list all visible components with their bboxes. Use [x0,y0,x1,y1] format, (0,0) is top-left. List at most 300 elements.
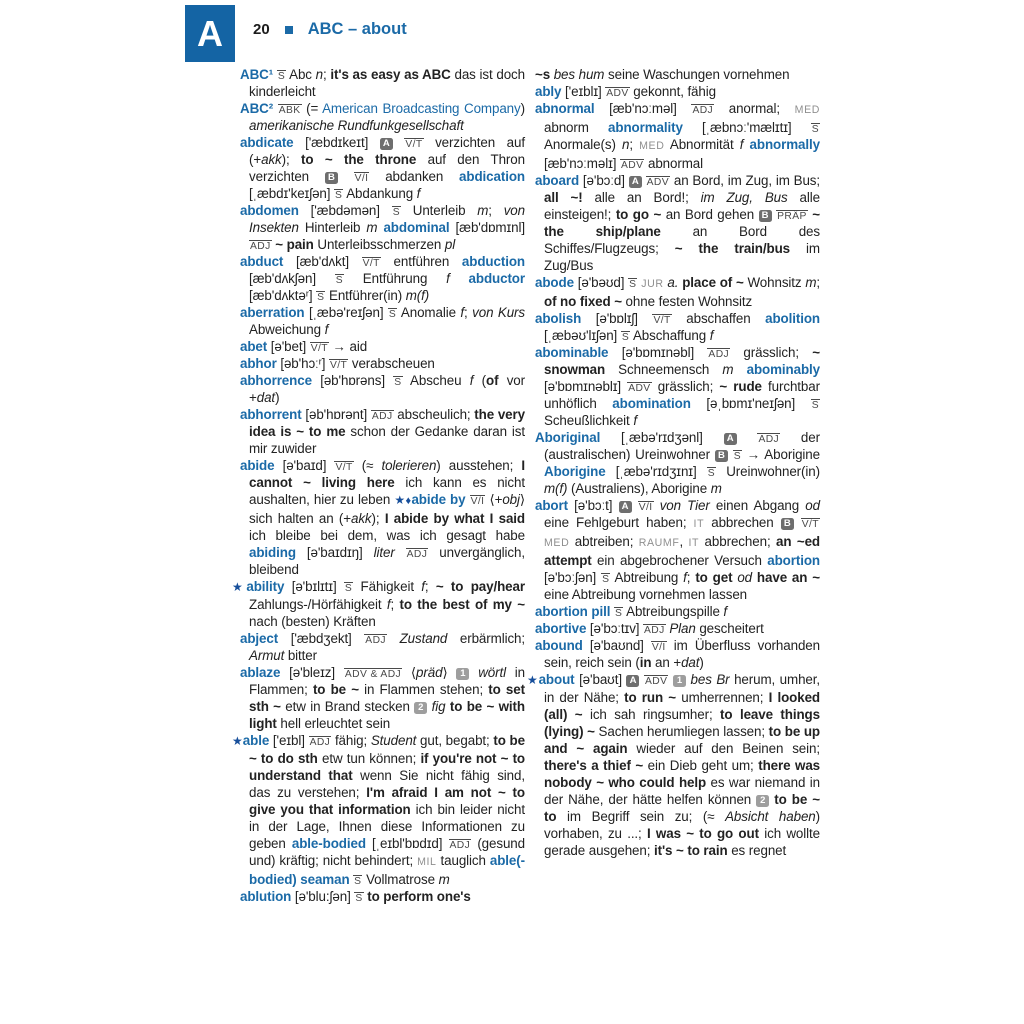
bold-phrase: if you're not ~ to understand that [249,751,526,783]
text: das ist doch kinderleicht [249,67,525,99]
text: [ə'bɔːd] [579,173,629,188]
dictionary-entry [240,202,525,253]
headword: ablution [240,889,292,904]
text [794,515,801,530]
italic-text: pl [444,237,456,252]
text: schon der Gedanke daran ist mir zuwider [249,424,526,456]
headword: abode [535,275,574,290]
bold-phrase: all ~! [544,190,583,205]
text: ; [390,597,400,612]
sense-letter-box: A [380,138,393,150]
star-icon: ★ [394,493,406,507]
italic-text: im Zug, Bus [700,190,788,205]
grammar-label: S [335,190,343,201]
text: grässlich; [730,345,813,360]
headword: abhorrence [240,373,312,388]
text: Anormale(s) [544,137,622,152]
grammar-label: S [335,275,344,286]
text: anormal; [714,101,795,116]
italic-text: f [723,604,728,619]
dictionary-entry [240,338,525,355]
text: → aid [328,339,368,354]
text: bitter [284,648,318,663]
sense-letter-box: A [629,176,642,188]
italic-text: f [739,137,744,152]
text: [ˌæbnɔː'mælɪtɪ] [682,120,811,135]
text: es regnet [727,843,787,858]
field-label: IT [688,537,700,549]
headword: abduct [240,254,284,269]
italic-text: bes Br [690,672,730,687]
sense-letter-box: B [325,172,338,184]
bold-phrase: to set sth ~ [249,682,525,714]
text: ; [629,137,640,152]
grammar-label: ADJ [309,737,331,748]
italic-text: m [477,203,489,218]
grammar-label: S [629,279,637,290]
text: ['eɪblɪ] [561,84,606,99]
dictionary-entry [240,134,525,202]
headword: abnormality [608,120,683,135]
italic-text: akk [350,511,372,526]
letter-tab: A [185,5,235,62]
text [387,631,400,646]
page-number: 20 [253,21,270,38]
text: ['æbdəmən] [298,203,392,218]
text: [ˌæbdɪ'keɪʃən] [249,186,335,201]
headword: able(-bodied) seaman [249,853,525,887]
text: im Zug/Bus [544,241,820,273]
headword: abdicate [240,135,294,150]
headword: abduction [461,254,525,269]
text: eine Fehlgeburt haben; [544,515,694,530]
text: ) ausstehen; [436,458,522,473]
grammar-label: ADV [628,383,651,394]
left-column [232,66,526,905]
text: Scheußlichkeit [544,413,634,428]
text: nach (besten) Kräften [249,614,376,629]
text: [ə'blu:ʃən] [291,889,355,904]
grammar-label: S [614,608,623,619]
italic-text: f [416,186,421,201]
italic-text: m [438,872,450,887]
text [469,665,478,680]
grammar-label: V/I [354,173,369,184]
italic-text: tolerieren [381,458,437,473]
text: [æb'dʌktəʳ] [249,288,317,303]
headword: able [242,733,270,748]
text: gut, begabt; [416,733,494,748]
dictionary-entry [535,83,820,100]
dictionary-entry [240,630,525,664]
text: ohne festen Wohnsitz [621,294,753,309]
bold-phrase: place of ~ [682,275,744,290]
text: alle einsteigen!; [544,190,820,222]
text: erbärmlich; [447,631,526,646]
grammar-label: ADV [645,676,668,687]
sense-number-box: 1 [673,675,686,687]
text: [æb'dɒmɪnl] [449,220,525,235]
text: [ə'bɔːtɪv] [586,621,644,636]
text: [ə'bɒmɪnəblɪ] [544,379,628,394]
grammar-label: S [811,124,819,135]
grammar-label: V/I [638,502,653,513]
sense-letter-box: B [759,210,772,222]
italic-text: Zustand [399,631,448,646]
text: ( [473,373,486,388]
field-label: MED [794,104,820,116]
italic-text: Plan [669,621,696,636]
italic-text: m [805,275,817,290]
text: Abtreibungspille [623,604,724,619]
text: an Bord des Schiffes/Flugzeugs; [544,224,820,256]
dictionary-entry [240,888,525,905]
bold-phrase: ~s [535,67,551,82]
star-icon: ★ [527,673,539,687]
text: [ə'bɒlɪʃ] [581,311,653,326]
field-label: MIL [417,856,437,868]
text: ich wollte gerade ausgehen; [544,826,820,858]
italic-text: od [805,498,820,513]
text: hell erleuchtet sein [276,716,391,731]
sense-number-box: 2 [414,702,427,714]
text: [ə'bəʊd] [573,275,629,290]
text: an Bord, im Zug, im Bus; [669,173,821,188]
text: [æb'nɔːməl] [594,101,692,116]
text: es war niemand in der Nähe, der hätte helfen können [544,775,820,807]
sense-letter-box: A [626,675,639,687]
text: abtreiben; [569,534,639,549]
text: [ə'baʊnd] [582,638,651,653]
text: ) [275,390,280,405]
bold-phrase: to run ~ [624,690,677,705]
text: [əb'hɒrəns] [311,373,394,388]
headword: abound [535,638,583,653]
italic-text: n [315,67,323,82]
text: ) [520,101,525,116]
italic-text: f [683,570,687,585]
text [450,271,469,286]
field-label: IT [693,518,705,530]
text: [əb'hɒrənt] [301,407,371,422]
text: ich bleibe bei dem, was ich gesagt habe [249,528,525,543]
headword: abide [240,458,275,473]
dictionary-columns [232,66,821,905]
italic-text: dat [681,655,700,670]
text: Wohnsitz [743,275,806,290]
italic-text: f [446,271,450,286]
headword: abdominal [383,220,450,235]
italic-text: od [737,570,753,585]
text: [əb'hɔːʳ] [276,356,330,371]
text: grässlich; [651,379,720,394]
headword: abortive [535,621,587,636]
headword: abdication [459,169,525,184]
dictionary-entry [535,344,820,429]
grammar-label: S [621,332,630,343]
text: im Begriff sein zu; (≈ [556,809,726,824]
dictionary-entry [232,578,525,630]
italic-text: fig [431,699,446,714]
bold-phrase: to be ~ with light [249,699,525,731]
headword: aberration [240,305,305,320]
sense-number-box: 2 [756,795,769,807]
bold-phrase: to ~ the throne [301,152,417,167]
grammar-label: ADJ [250,241,271,252]
italic-text: m(f) [405,288,430,303]
italic-text: a. [667,275,679,290]
bold-phrase: it's ~ to rain [653,843,728,858]
bold-phrase: it's as easy as ABC [330,67,451,82]
headword: abide by [411,492,466,507]
phrasal-verb-icon: ♦ [405,495,412,507]
text [733,362,746,377]
text: in Flammen stehen; [358,682,489,697]
bold-phrase: of [485,373,499,388]
grammar-label: V/T [310,343,328,354]
text [338,169,354,184]
grammar-label: S [354,876,362,887]
italic-text: von Kurs [472,305,526,320]
text: verabscheuen [348,356,435,371]
text: verzichten auf (+ [249,135,525,167]
grammar-label: ADV [606,88,629,99]
page-header [253,20,407,39]
text: Ureinwohner(in) [716,464,820,479]
italic-text: Student [370,733,417,748]
text [737,430,758,445]
grammar-label: ADJ [406,549,428,560]
headword: abnormal [535,101,595,116]
sense-number-box: 1 [456,668,469,680]
text: an Bord gehen [661,207,759,222]
headword: abominably [746,362,821,377]
text: wieder auf den Beinen sein; [627,741,820,756]
grammar-label: ADJ [692,105,714,116]
grammar-label: V/I [470,496,485,507]
headword: abet [240,339,268,354]
dictionary-entry [240,664,525,732]
italic-text: f [386,597,391,612]
bold-phrase: there was nobody ~ who could help [544,758,821,790]
grammar-label: S [277,71,286,82]
italic-text: n [621,137,630,152]
text: [ə'baɪd] [274,458,335,473]
text: Abdankung [343,186,417,201]
grammar-label: S [707,468,716,479]
text: fähig; [331,733,371,748]
text: gescheitert [695,621,764,636]
text: [ˌeɪbl'bɒdɪd] [365,836,449,851]
text: abdanken [369,169,460,184]
text: vor + [249,373,526,405]
grammar-label: ADV [620,160,644,171]
text: ich bin leider nicht in der Lage, Ihnen diese Informationen zu geben [249,802,525,851]
italic-text: m [366,220,378,235]
italic-text: f [709,328,714,343]
grammar-label: ADJ [371,411,393,422]
text: Abscheu [402,373,470,388]
dictionary-entry [240,253,525,304]
field-label: JUR [641,278,664,290]
grammar-label: S [811,400,819,411]
text: ; [323,67,331,82]
dictionary-entry [232,732,526,888]
grammar-label: V/T [405,139,423,150]
text: Abweichung [249,322,325,337]
text: etw tun können; [317,751,421,766]
dictionary-entry [535,66,820,83]
italic-text: m [710,481,722,496]
text: ); [281,152,302,167]
text: ['æbdʒekt] [278,631,365,646]
italic-text: liter [373,545,395,560]
headword: ability [246,579,285,594]
text: unvergänglich, bleibend [249,545,525,577]
text: [ə'bleɪz] [280,665,344,680]
headword: ablaze [240,665,281,680]
dictionary-entry [240,100,525,134]
grammar-label: S [733,451,742,462]
italic-text: f [421,579,425,594]
text: tauglich [436,853,490,868]
text: auf den Thron verzichten [249,152,525,184]
text: Fähigkeit [353,579,422,594]
grammar-label: ADJ [644,625,665,636]
text: ; [686,570,696,585]
bold-phrase: to go ~ [615,207,662,222]
headword: abolish [535,311,582,326]
bold-phrase: in [639,655,652,670]
text: der (australischen) Ureinwohner [544,430,820,462]
text: Entführung [344,271,447,286]
headword: Aborigine [544,464,606,479]
bold-phrase: ~ snowman [544,345,820,377]
text: ; [816,275,820,290]
text: ) vorhaben, zu ...; [544,809,821,841]
bold-phrase: to be ~ [312,682,359,697]
headword: ably [535,84,562,99]
headword: abject [240,631,279,646]
headword: about [538,672,575,687]
dictionary-entry [535,429,820,497]
grammar-label: S [317,292,325,303]
dictionary-entry [240,66,525,100]
text: ein Dieb geht um; [643,758,759,773]
dictionary-entry [535,637,820,671]
bold-phrase: of no fixed ~ [544,294,622,309]
grammar-label: S [394,377,402,388]
text: ; [464,305,473,320]
grammar-label: V/T [801,519,819,530]
italic-text: obj [502,492,520,507]
text: ⟩ sich halten an (+ [249,492,526,526]
text: Hinterleib [298,220,367,235]
text: [ˌæbə'rɪdʒɪnɪ] [605,464,707,479]
bold-phrase: to be ~ to do sth [249,733,525,766]
grammar-label: S [344,583,353,594]
text: [ˌæbə'reɪʃən] [304,305,388,320]
text: ich sah ringsumher; [582,707,721,722]
text: ['eɪbl] [269,733,309,748]
text [395,545,406,560]
bold-phrase: I looked (all) ~ [544,690,821,722]
dictionary-entry [535,620,820,637]
text: [ə'bɒmɪnəbl] [608,345,708,360]
italic-text: wörtl [478,665,506,680]
sense-letter-box: A [724,433,737,445]
grammar-label: V/T [362,258,380,269]
text: abschaffen [671,311,766,326]
grammar-label: ADJ [449,840,471,851]
text: [ə'baʊt] [574,672,627,687]
text: ); [371,511,385,526]
dictionary-entry [535,497,820,603]
text: ein abgebrochener Versuch [591,553,768,568]
dictionary-entry [535,172,820,274]
bold-phrase: to get [695,570,733,585]
bold-phrase: there's a thief ~ [544,758,644,773]
italic-text: dat [256,390,276,405]
italic-text: f [324,322,329,337]
headword: abductor [468,271,525,286]
grammar-label: V/T [330,360,348,371]
grammar-label: V/T [335,462,353,473]
grammar-label: V/I [651,642,666,653]
text: ; [424,579,436,594]
text: ['æbdɪkeɪt] [293,135,380,150]
text: ⟩ [442,665,457,680]
text: ⟨+ [485,492,503,507]
star-icon: ★ [232,580,247,594]
bold-phrase: to leave things (lying) ~ [544,707,820,739]
text: Abschaffung [630,328,710,343]
dictionary-entry [240,304,525,338]
dictionary-entry [535,274,820,310]
text: etw in Brand stecken [280,699,415,714]
italic-text: Absicht haben [725,809,816,824]
dictionary-entry [240,372,525,406]
text: [æb'dʌkt] [283,254,362,269]
text: abbrechen; [699,534,776,549]
text: Abc [286,67,316,82]
italic-text: amerikanische Rundfunkgesellschaft [249,118,464,133]
grammar-label: V/T [653,315,671,326]
bold-phrase: ~ the ship/plane [544,207,820,239]
italic-text: von Tier [659,498,710,513]
text: Unterleibsschmerzen [313,237,445,252]
text: abscheulich; [393,407,475,422]
text: [ə'bɔːʃən] [544,570,602,585]
text: abnormal [644,156,704,171]
text: [əˌbɒmɪ'neɪʃən] [690,396,811,411]
bold-phrase: ~ pain [275,237,314,252]
square-bullet-icon [285,26,293,34]
grammar-label: S [602,574,610,585]
text: Vollmatrose [362,872,439,887]
italic-text: bes hum [553,67,605,82]
headword: abort [535,498,568,513]
bold-phrase: ~ rude [719,379,762,394]
grammar-label: ADJ [365,635,386,646]
text: abnorm [544,120,609,135]
text: seine Waschungen vornehmen [604,67,790,82]
bold-phrase: ~ the train/bus [674,241,791,256]
text: [æb'nɔːməlɪ] [544,156,620,171]
italic-text: f [633,413,637,428]
text: Zahlungs-/Hörfähigkeit [249,597,387,612]
headword: able-bodied [291,836,366,851]
